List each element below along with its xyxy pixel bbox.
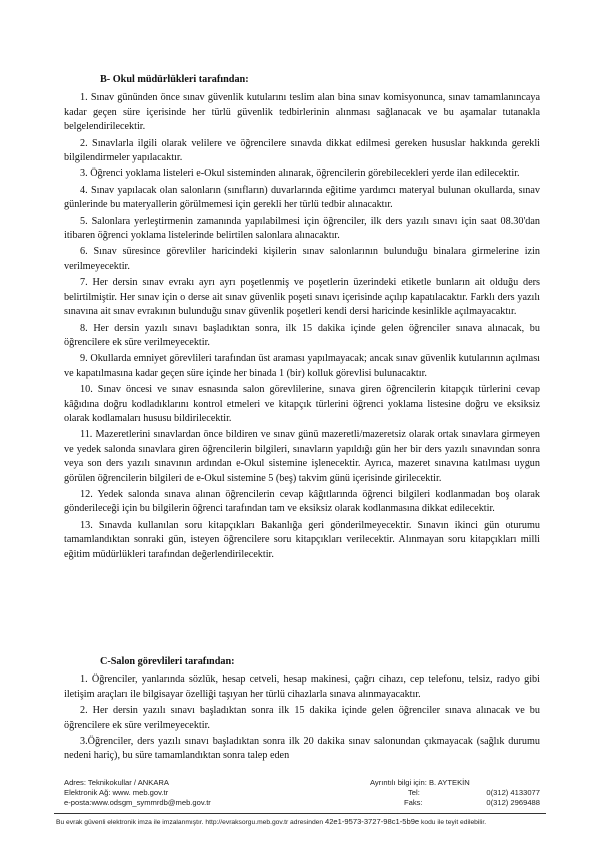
section-b-paragraph-4: 4. Sınav yapılacak olan salonların (sınıfların) duvarlarında eğitime yardımcı materyal bulunan okullarda, sınav günlerinde bu materyallerin görülmemesi için gerekli her türlü tedbir alınacaktır.	[64, 184, 540, 211]
footer-fax-value: 0(312) 2969488	[486, 798, 540, 807]
section-b-paragraph-7: 7. Her dersin sınav evrakı ayrı ayrı poşetlenmiş ve poşetlerin üzerindeki etiketle bunların ait olduğu ders belirtilmiştir. Her sınav için o derse ait sınav güvenlik poşeti sınavı içerisinde açılıp kapatılacaktır. Farklı ders yazılı sınavına ait sınav evrakının bulunduğu sınav güvenlik poşetleri kendi dersi haricinde kesinlikle açılmayacaktır.	[64, 277, 540, 318]
section-b-paragraph-5: 5. Salonlara yerleştirmenin zamanında yapılabilmesi için öğrenciler, ilk ders yazılı sınavı için saat 08.30'dan itibaren öğrenci yoklama listelerinde belirtilen salonlara alınacaktır.	[64, 215, 540, 242]
footer-address: Adres: Teknikokullar / ANKARA	[64, 778, 169, 787]
section-b-paragraph-13: 13. Sınavda kullanılan soru kitapçıkları Bakanlığa geri gönderilmeyecektir. Sınavın ikinci gün oturumu tamamlandıktan sonraki gün, isteyen öğrencilere soru kitapçıkları verilecektir. Alınmayan soru kitapçıkları milli eğitim müdürlükleri tarafından değerlendirilecektir.	[64, 519, 540, 560]
verification-text: Bu evrak güvenli elektronik imza ile imzalanmıştır. http://evraksorgu.meb.gov.tr adresinden	[56, 819, 324, 826]
section-b-paragraph-1: 1. Sınav gününden önce sınav güvenlik kutularını teslim alan bina sınav komisyonunca, sınav tamamlanıncaya kadar geçen süre içerisinde her türlü güvenlik tedbirlerinin alınması sağlanacak ve bu aşamalar tutanakla belgelendirilecektir.	[64, 92, 540, 133]
section-b-paragraph-11: 11. Mazeretlerini sınavlardan önce bildiren ve sınav günü mazeretli/mazeretsiz olarak ortak sınavlara girmeyen ve yedek salonda sınavlara giren öğrencilerin bilgileri, sınavların yapıldığı gün her bir ders yazılı sınavından sonra veya son ders yazılı sınavının ardından e-Okul sistemine işlenecektir. Ayrıca, mazeret sınavına katılması uygun görülen öğrencilerin bilgileri de e-Okul sistemine 5 (beş) takvim günü içerisinde girilecektir.	[64, 429, 540, 484]
section-b-paragraph-8: 8. Her dersin yazılı sınavı başladıktan sonra, ilk 15 dakika içinde gelen öğrenciler sınava alınacak, bu öğrencilere ek süre verilmeyecektir.	[64, 322, 540, 348]
e-signature-verification	[56, 817, 544, 827]
section-b-paragraph-2: 2. Sınavlarla ilgili olarak velilere ve öğrencilere sınavda dikkat edilmesi gereken hususlar hakkında gerekli bilgilendirmeler yapılacaktır.	[64, 137, 540, 164]
section-c-paragraph-1: 1. Öğrenciler, yanlarında sözlük, hesap cetveli, hesap makinesi, çağrı cihazı, cep telefonu, telsiz, radyo gibi iletişim araçları ile bilgisayar özelliği taşıyan her türlü cihazlarla sınava alınmayacaktır.	[64, 674, 540, 700]
footer-tel-value: 0(312) 4133077	[486, 788, 540, 797]
footer-contact: Ayrıntılı bilgi için: B. AYTEKİN	[370, 778, 470, 787]
footer-tel-label: Tel:	[408, 788, 420, 797]
section-b-title: B- Okul müdürlükleri tarafından:	[100, 74, 249, 85]
verification-code: 42e1-9573-3727-98c1-5b9e	[324, 817, 420, 826]
section-c-paragraph-3: 3.Öğrenciler, ders yazılı sınavı başladıktan sonra ilk 20 dakika sınav salonundan çıkmayacak (sağlık durumu nedeni hariç), bu süre tamamlandıktan sonra talep eden	[64, 736, 540, 762]
footer-fax	[370, 798, 540, 808]
footer-fax-label: Faks:	[404, 798, 423, 807]
footer-web: Elektronik Ağ: www. meb.gov.tr	[64, 788, 169, 797]
section-b-paragraph-6: 6. Sınav süresince görevliler haricindeki kişilerin sınav salonlarının bulunduğu binalara girmelerine izin verilmeyecektir.	[64, 246, 540, 272]
section-b-paragraph-9: 9. Okullarda emniyet görevlileri tarafından üst araması yapılmayacak; ancak sınav güvenlik kutularının açılması ve kapatılmasına kadar geçen süre içinde her binada 1 (bir) kolluk görevlisi bulunacaktır.	[64, 353, 540, 379]
verification-suffix: kodu ile teyit edilebilir.	[421, 819, 487, 826]
section-b-paragraph-10: 10. Sınav öncesi ve sınav esnasında salon görevlilerine, sınava giren öğrencilerin kitapçık türlerini cevap kâğıdına doğru kodladıklarını kontrol etmeleri ve kitapçık türlerini öğrenci yoklama listesine doğru ve eksiksiz olarak kodlamaları hususu bildirilecektir.	[64, 384, 540, 424]
footer-divider	[54, 813, 546, 814]
footer-email: e-posta:www.odsgm_symmrdb@meb.gov.tr	[64, 798, 211, 807]
section-b-paragraph-12: 12. Yedek salonda sınava alınan öğrencilerin cevap kâğıtlarında öğrenci bilgileri kodlanmadan boş olarak gönderileceği için bu bilgilerin öğrenci tarafından tam ve eksiksiz olarak kodlanmasına dikkat edilecektir.	[64, 488, 540, 515]
section-c-title: C-Salon görevlileri tarafından:	[100, 656, 235, 667]
footer-right	[370, 778, 540, 808]
footer-left	[64, 778, 364, 808]
section-b	[64, 73, 540, 564]
section-c	[64, 655, 540, 766]
letterhead-footer	[64, 778, 540, 808]
section-c-paragraph-2: 2. Her dersin yazılı sınavı başladıktan sonra ilk 15 dakika içinde gelen öğrenciler sınava alınacak ve bu öğrencilere ek süre verilmeyecektir.	[64, 705, 540, 731]
footer-phone	[370, 788, 540, 798]
section-b-paragraph-3: 3. Öğrenci yoklama listeleri e-Okul sisteminden alınarak, öğrencilerin görebilecekleri yerde ilan edilecektir.	[80, 168, 520, 180]
